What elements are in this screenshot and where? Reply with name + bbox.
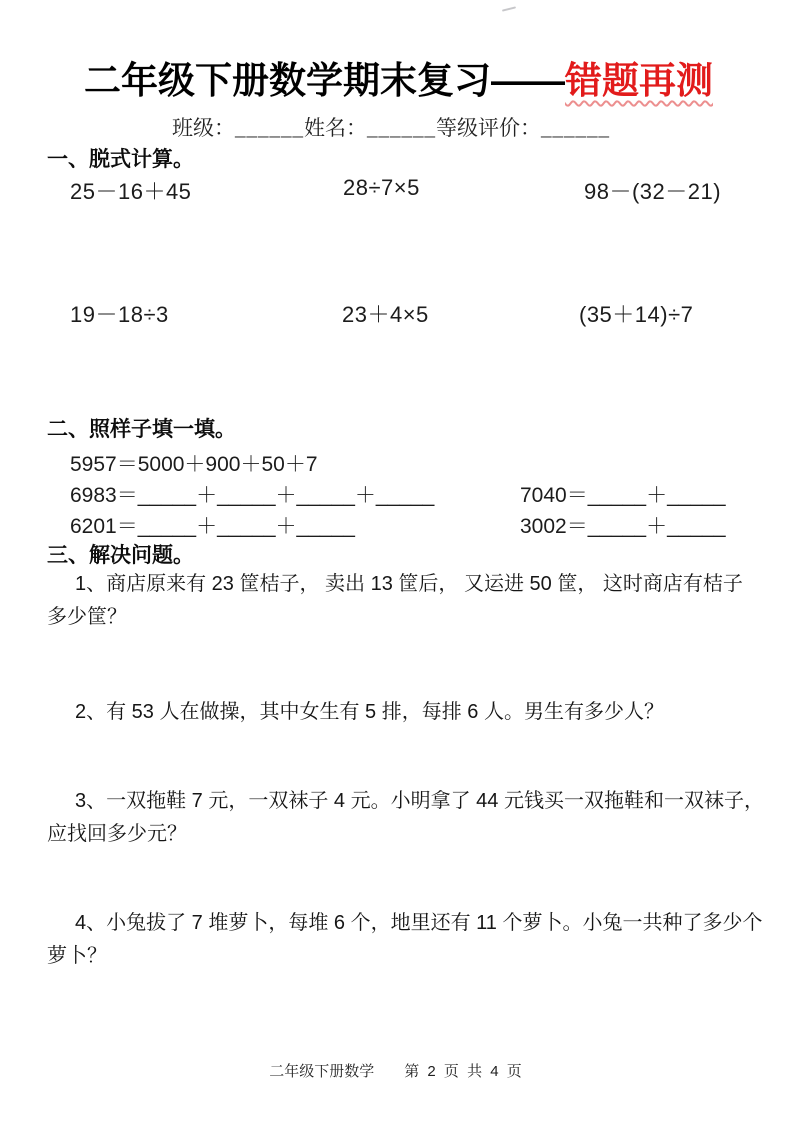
calc-expression-1: 25－16＋45 [70,179,192,204]
word-problem-1 [47,568,763,634]
page-footer [0,1060,793,1081]
section-heading-fill: 二、照样子填一填。 [47,418,236,441]
scan-artifact-mark [502,6,516,11]
fill-line-7040: 7040＝_____＋_____ [520,484,726,507]
problem-text-line: 3、一双拖鞋 7 元，一双袜子 4 元。小明拿了 44 元钱买一双拖鞋和一双袜子， [75,790,764,812]
problem-text-line: 2、有 53 人在做操，其中女生有 5 排，每排 6 人。男生有多少人？ [75,701,664,723]
calc-expression-5: 23＋4×5 [342,302,429,327]
section-heading-problems: 三、解决问题。 [47,544,194,567]
word-problem-3 [47,785,763,851]
problem-text-line: 4、小兔拔了 7 堆萝卜，每堆 6 个，地里还有 11 个萝卜。小兔一共种了多少个 [75,912,763,934]
fill-line-3002: 3002＝_____＋_____ [520,515,726,538]
class-label: 班级： [172,116,235,140]
fill-line-6983: 6983＝_____＋_____＋_____＋_____ [70,484,435,507]
problem-text-line: 1、商店原来有 23 筐桔子， 卖出 13 筐后， 又运进 50 筐， 这时商店有桔子 [75,573,743,595]
rating-blank-line: ______ [541,116,610,140]
fill-example-line: 5957＝5000＋900＋50＋7 [70,453,318,476]
problem-text-line: 萝卜？ [47,945,107,967]
section-heading-calc: 一、脱式计算。 [47,148,194,171]
fill-line-6201: 6201＝_____＋_____＋_____ [70,515,355,538]
student-info-bar [172,112,610,142]
footer-page-number: 第 2 页 共 4 页 [404,1063,524,1080]
class-blank-line: ______ [235,116,304,140]
word-problem-4 [47,907,763,973]
footer-book-title: 二年级下册数学 [269,1063,375,1080]
name-blank-line: ______ [367,116,436,140]
word-problem-2 [47,696,763,729]
page-title-main: 二年级下册数学期末复习—— [84,60,565,101]
calc-expression-4: 19－18÷3 [70,302,169,327]
calc-expression-3: 98－(32－21) [584,179,722,204]
calc-expression-2: 28÷7×5 [343,175,420,200]
page-title [84,50,713,104]
problem-text-line: 应找回多少元？ [47,823,187,845]
calc-expression-6: (35＋14)÷7 [579,302,694,327]
name-label: 姓名： [304,116,367,140]
problem-text-line: 多少筐？ [47,606,127,628]
rating-label: 等级评价： [436,116,541,140]
page-title-highlight: 错题再测 [565,60,713,101]
